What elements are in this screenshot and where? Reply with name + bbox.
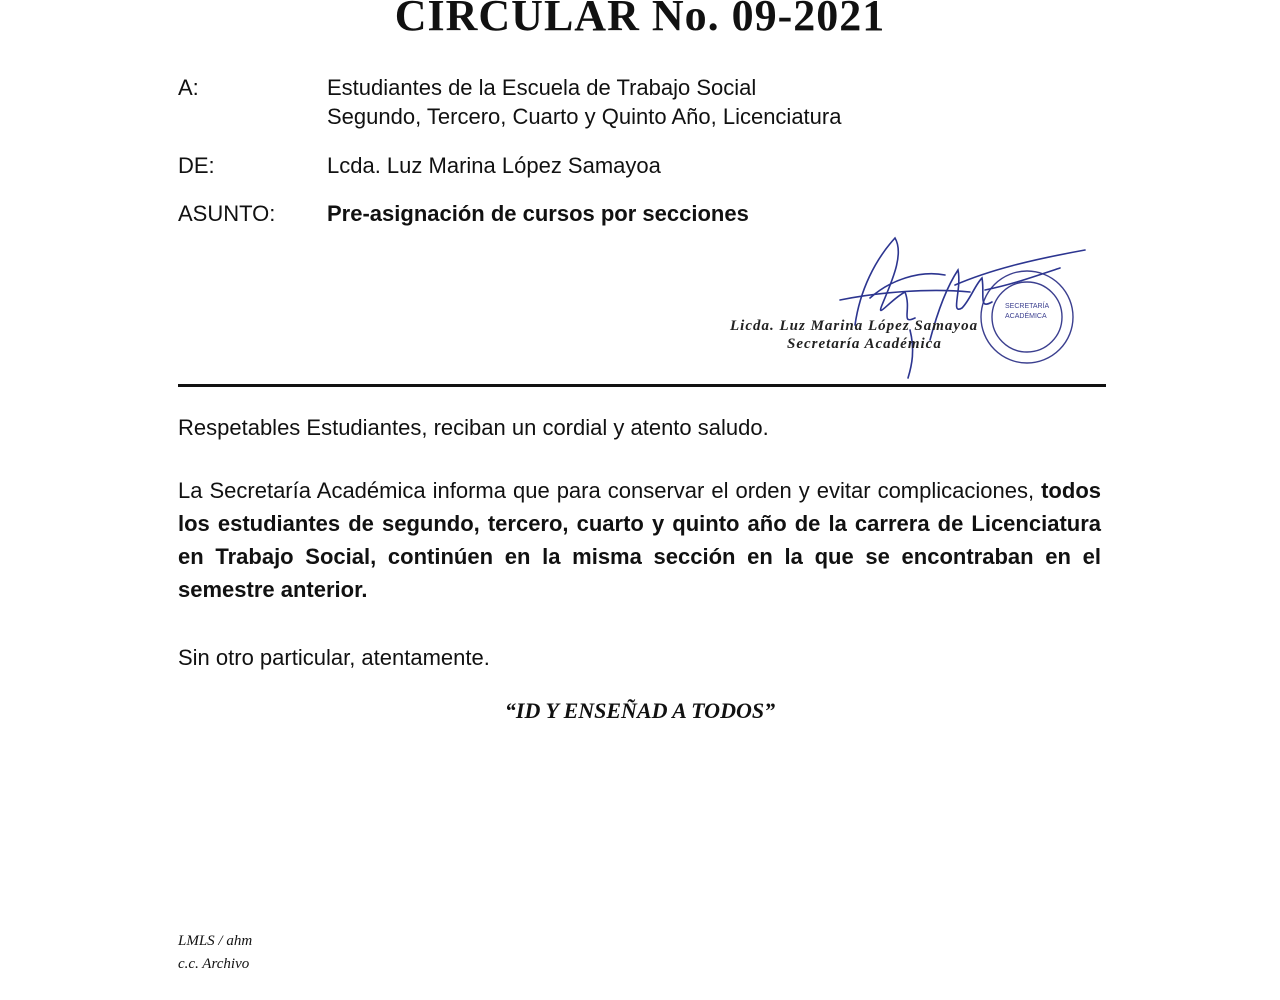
- official-seal: [981, 271, 1073, 363]
- body-emphasis: todos los estudiantes de segundo, tercero, cuarto y quinto año de la carrera de Licenciatura en Trabajo Social, continúen en la misma sección en la que se encontraban en el semestre anterior.: [178, 478, 1101, 602]
- footer-cc: c.c. Archivo: [178, 956, 250, 972]
- subject-label: ASUNTO:: [178, 201, 276, 226]
- to-recipients-line-1: Estudiantes de la Escuela de Trabajo Social: [327, 75, 757, 100]
- greeting: Respetables Estudiantes, reciban un cordial y atento saludo.: [178, 415, 769, 440]
- to-recipients-line-2: Segundo, Tercero, Cuarto y Quinto Año, Licenciatura: [327, 104, 842, 129]
- signature-and-seal: [700, 230, 1100, 380]
- to-label: A:: [178, 75, 199, 100]
- header-divider: [178, 384, 1106, 387]
- signature-block: [700, 230, 1100, 380]
- closing: Sin otro particular, atentamente.: [178, 645, 490, 670]
- signature-name: Licda. Luz Marina López Samayoa: [730, 318, 979, 334]
- signature-title: Secretaría Académica: [787, 336, 942, 352]
- from-value: Lcda. Luz Marina López Samayoa: [327, 153, 661, 178]
- body-intro: La Secretaría Académica informa que para conservar el orden y evitar complicaciones,: [178, 478, 1042, 503]
- circular-title: CIRCULAR No. 09-2021: [394, 0, 886, 40]
- seal-text-line-2: ACADÉMICA: [1005, 313, 1047, 320]
- from-label: DE:: [178, 153, 215, 178]
- subject-value: Pre-asignación de cursos por secciones: [327, 201, 749, 226]
- footer-initials: LMLS / ahm: [178, 933, 253, 949]
- motto: “ID Y ENSEÑAD A TODOS”: [504, 698, 776, 723]
- seal-text-line-1: SECRETARÍA: [1005, 303, 1050, 310]
- body-paragraph: [178, 474, 1101, 606]
